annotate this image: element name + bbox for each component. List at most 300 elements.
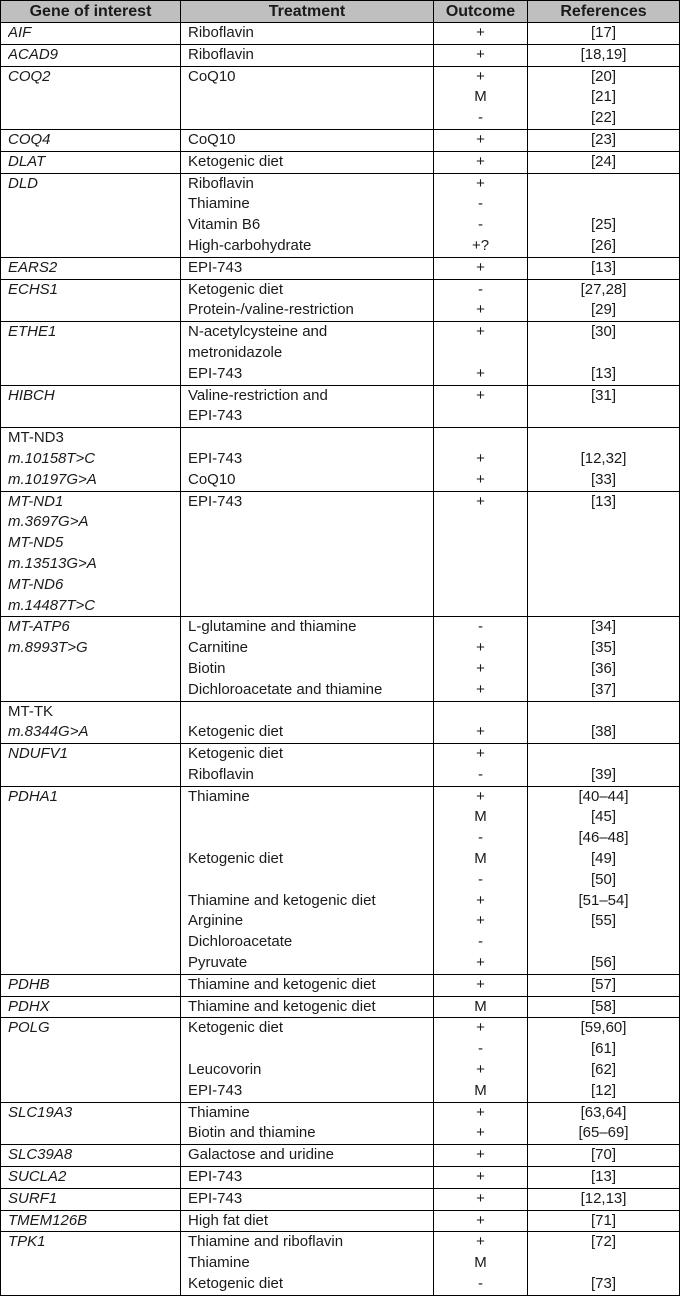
treatment-line <box>188 596 433 617</box>
gene-line: m.8993T>G <box>8 639 88 657</box>
outcome-line: - <box>478 933 483 951</box>
gene-cell <box>1 1232 181 1295</box>
table-row <box>1 996 680 1018</box>
treatment-line: EPI-743 <box>188 449 243 467</box>
outcome-line <box>434 428 527 449</box>
header-outcome: Outcome <box>434 1 528 23</box>
reference-cell <box>528 1232 680 1295</box>
treatment-cell <box>181 1102 434 1145</box>
reference-cell <box>528 701 680 744</box>
treatment-cell <box>181 151 434 173</box>
treatment-cell <box>181 701 434 744</box>
reference-line <box>528 554 679 575</box>
reference-line <box>528 406 679 427</box>
treatment-line <box>188 512 433 533</box>
gene-cell <box>1 1210 181 1232</box>
gene-cell <box>1 1102 181 1145</box>
empty-line <box>8 343 180 364</box>
treatment-line: Thiamine and ketogenic diet <box>188 975 376 993</box>
treatment-cell <box>181 974 434 996</box>
treatment-line: Riboflavin <box>188 45 254 63</box>
reference-line: [13] <box>590 1168 617 1186</box>
reference-cell <box>528 151 680 173</box>
outcome-line: + <box>476 67 485 85</box>
reference-line: [31] <box>590 386 617 404</box>
treatment-line: CoQ10 <box>188 470 236 488</box>
treatment-line: CoQ10 <box>188 67 236 85</box>
treatment-cell <box>181 491 434 617</box>
table-row <box>1 1167 680 1189</box>
gene-line: m.8344G>A <box>8 723 89 741</box>
reference-line: [12] <box>590 1081 617 1099</box>
reference-line <box>528 428 679 449</box>
treatment-line: Ketogenic diet <box>188 1275 284 1293</box>
reference-line: [65–69] <box>578 1124 629 1142</box>
outcome-cell <box>434 1018 528 1102</box>
treatment-line <box>188 1039 433 1060</box>
reference-cell <box>528 1210 680 1232</box>
reference-line: [22] <box>590 109 617 127</box>
treatment-line <box>188 108 433 129</box>
reference-cell <box>528 974 680 996</box>
reference-line: [49] <box>590 850 617 868</box>
reference-line: [25] <box>590 216 617 234</box>
gene-line: MT-ND5 <box>8 534 64 552</box>
outcome-cell <box>434 428 528 491</box>
outcome-cell <box>434 617 528 701</box>
empty-line <box>8 215 180 236</box>
reference-line <box>528 174 679 195</box>
empty-line <box>8 849 180 870</box>
treatment-line <box>188 870 433 891</box>
treatment-line: Thiamine <box>188 787 250 805</box>
reference-line: [23] <box>590 130 617 148</box>
gene-cell <box>1 173 181 257</box>
gene-line: m.10158T>C <box>8 449 96 467</box>
outcome-line: M <box>474 850 487 868</box>
treatment-line: EPI-743 <box>188 364 243 382</box>
outcome-line: - <box>478 829 483 847</box>
reference-cell <box>528 257 680 279</box>
gene-line: MT-TK <box>8 702 53 720</box>
table-row <box>1 1018 680 1102</box>
reference-line: [27,28] <box>580 280 627 298</box>
treatment-cell <box>181 23 434 45</box>
outcome-line <box>434 343 527 364</box>
outcome-line: + <box>476 1019 485 1037</box>
treatment-line: Thiamine and ketogenic diet <box>188 891 376 909</box>
gene-line: MT-ND6 <box>8 575 64 593</box>
reference-line: [46–48] <box>578 829 629 847</box>
reference-line: [17] <box>590 24 617 41</box>
outcome-line: M <box>474 1254 487 1272</box>
treatment-line: Biotin and thiamine <box>188 1124 316 1142</box>
table-row <box>1 1188 680 1210</box>
table-row <box>1 257 680 279</box>
treatment-cell <box>181 257 434 279</box>
reference-cell <box>528 744 680 787</box>
reference-cell <box>528 322 680 385</box>
gene-line: SURF1 <box>8 1189 58 1207</box>
outcome-line: + <box>476 680 485 698</box>
reference-line <box>528 512 679 533</box>
outcome-line <box>434 575 527 596</box>
treatment-line <box>188 428 433 449</box>
gene-cell <box>1 385 181 428</box>
reference-cell <box>528 786 680 974</box>
treatment-cell <box>181 173 434 257</box>
reference-cell <box>528 44 680 66</box>
reference-line: [36] <box>590 659 617 677</box>
reference-line: [72] <box>590 1233 617 1251</box>
outcome-cell <box>434 279 528 322</box>
reference-line: [63,64] <box>580 1103 627 1121</box>
gene-cell <box>1 1018 181 1102</box>
table-row <box>1 1145 680 1167</box>
treatment-line: EPI-743 <box>188 1189 243 1207</box>
treatment-line: L-glutamine and thiamine <box>188 618 357 636</box>
treatment-line: Thiamine <box>188 1254 250 1272</box>
table-row <box>1 322 680 385</box>
outcome-line: +? <box>471 236 490 254</box>
treatment-line: Ketogenic diet <box>188 850 284 868</box>
treatment-cell <box>181 1188 434 1210</box>
reference-line: [51–54] <box>578 891 629 909</box>
empty-line <box>8 1060 180 1081</box>
outcome-cell <box>434 1167 528 1189</box>
reference-line: [12,13] <box>580 1189 627 1207</box>
table-row <box>1 23 680 45</box>
outcome-line: + <box>476 1103 485 1121</box>
outcome-cell <box>434 1188 528 1210</box>
gene-line: SLC19A3 <box>8 1103 73 1121</box>
reference-line: [73] <box>590 1275 617 1293</box>
empty-line <box>8 1253 180 1274</box>
empty-line <box>8 891 180 912</box>
outcome-line <box>434 702 527 723</box>
treatment-cell <box>181 385 434 428</box>
treatment-line: EPI-743 <box>188 258 243 276</box>
reference-line: [71] <box>590 1211 617 1229</box>
empty-line <box>8 194 180 215</box>
reference-line: [13] <box>590 258 617 276</box>
treatment-line: Thiamine and ketogenic diet <box>188 997 376 1015</box>
reference-line: [29] <box>590 301 617 319</box>
treatment-cell <box>181 1232 434 1295</box>
treatment-line: Thiamine and riboflavin <box>188 1233 344 1251</box>
reference-line: [55] <box>590 912 617 930</box>
outcome-cell <box>434 996 528 1018</box>
outcome-line: - <box>478 765 483 783</box>
gene-cell <box>1 257 181 279</box>
outcome-line: + <box>476 449 485 467</box>
outcome-line: + <box>476 787 485 805</box>
outcome-cell <box>434 173 528 257</box>
reference-cell <box>528 1102 680 1145</box>
reference-line: [62] <box>590 1061 617 1079</box>
treatment-line: Dichloroacetate <box>188 933 293 951</box>
outcome-cell <box>434 1232 528 1295</box>
outcome-line: - <box>478 870 483 888</box>
outcome-line: + <box>476 954 485 972</box>
empty-line <box>8 300 180 321</box>
reference-line <box>528 932 679 953</box>
outcome-cell <box>434 1210 528 1232</box>
gene-line: TPK1 <box>8 1233 46 1251</box>
outcome-line: + <box>476 1124 485 1142</box>
outcome-line: + <box>476 975 485 993</box>
gene-cell <box>1 744 181 787</box>
outcome-line: + <box>476 364 485 382</box>
reference-line: [45] <box>590 808 617 826</box>
treatment-line: Ketogenic diet <box>188 280 284 298</box>
reference-cell <box>528 129 680 151</box>
reference-line: [30] <box>590 323 617 341</box>
table-row <box>1 1210 680 1232</box>
outcome-cell <box>434 1102 528 1145</box>
treatment-cell <box>181 786 434 974</box>
table-row <box>1 786 680 974</box>
treatment-cell <box>181 1167 434 1189</box>
gene-cell <box>1 1145 181 1167</box>
reference-cell <box>528 428 680 491</box>
gene-line: EARS2 <box>8 258 58 276</box>
table-row <box>1 428 680 491</box>
gene-line <box>8 680 180 701</box>
outcome-cell <box>434 23 528 45</box>
treatment-cell <box>181 996 434 1018</box>
table-row <box>1 151 680 173</box>
reference-line: [38] <box>590 723 617 741</box>
treatment-line: Carnitine <box>188 639 249 657</box>
outcome-line: + <box>476 152 485 170</box>
gene-cell <box>1 1167 181 1189</box>
outcome-line <box>434 512 527 533</box>
empty-line <box>8 932 180 953</box>
treatment-line: High fat diet <box>188 1211 269 1229</box>
gene-line: ACAD9 <box>8 45 59 63</box>
reference-line: [24] <box>590 152 617 170</box>
reference-line: [57] <box>590 975 617 993</box>
reference-line <box>528 343 679 364</box>
gene-cell <box>1 491 181 617</box>
gene-cell <box>1 1188 181 1210</box>
gene-line: TMEM126B <box>8 1211 88 1229</box>
gene-line: m.10197G>A <box>8 470 97 488</box>
table-row <box>1 701 680 744</box>
table-row <box>1 974 680 996</box>
gene-cell <box>1 151 181 173</box>
table-row <box>1 1102 680 1145</box>
outcome-line: + <box>476 45 485 63</box>
outcome-line: + <box>476 301 485 319</box>
table-row <box>1 44 680 66</box>
treatment-cell <box>181 1210 434 1232</box>
empty-line <box>8 87 180 108</box>
gene-line: MT-ND1 <box>8 492 64 510</box>
outcome-cell <box>434 1145 528 1167</box>
outcome-cell <box>434 322 528 385</box>
treatment-line: Riboflavin <box>188 765 254 783</box>
outcome-line: + <box>476 639 485 657</box>
outcome-line <box>434 533 527 554</box>
treatment-line: Valine-restriction and <box>188 386 328 404</box>
table-row <box>1 1232 680 1295</box>
outcome-line: + <box>476 1233 485 1251</box>
treatment-line: Riboflavin <box>188 24 254 41</box>
treatment-cell <box>181 129 434 151</box>
gene-line: COQ2 <box>8 67 51 85</box>
treatment-cell <box>181 322 434 385</box>
treatment-line: Vitamin B6 <box>188 216 261 234</box>
treatment-cell <box>181 428 434 491</box>
treatment-line: EPI-743 <box>188 1168 243 1186</box>
reference-line: [40–44] <box>578 787 629 805</box>
treatment-cell <box>181 44 434 66</box>
outcome-line: + <box>476 745 485 763</box>
header-gene: Gene of interest <box>1 1 181 23</box>
outcome-cell <box>434 786 528 974</box>
reference-line: [34] <box>590 618 617 636</box>
outcome-line: + <box>476 492 485 510</box>
outcome-line: + <box>476 1189 485 1207</box>
empty-line <box>8 236 180 257</box>
treatment-line <box>188 807 433 828</box>
outcome-cell <box>434 491 528 617</box>
treatment-cell <box>181 66 434 129</box>
reference-cell <box>528 66 680 129</box>
table-row <box>1 744 680 787</box>
outcome-line: + <box>476 659 485 677</box>
gene-cell <box>1 974 181 996</box>
table-row <box>1 385 680 428</box>
treatment-line: Riboflavin <box>188 174 254 192</box>
empty-line <box>8 911 180 932</box>
outcome-line: - <box>478 1040 483 1058</box>
reference-line: [56] <box>590 954 617 972</box>
treatment-line <box>188 87 433 108</box>
gene-cell <box>1 786 181 974</box>
gene-line: AIF <box>8 24 32 41</box>
treatment-line: EPI-743 <box>188 1081 243 1099</box>
outcome-line: - <box>478 109 483 127</box>
outcome-cell <box>434 129 528 151</box>
header-row <box>1 1 680 23</box>
treatment-line: metronidazole <box>188 343 283 361</box>
treatment-line: Pyruvate <box>188 954 248 972</box>
reference-line: [21] <box>590 88 617 106</box>
reference-line <box>528 744 679 765</box>
outcome-line: - <box>478 195 483 213</box>
gene-line: HIBCH <box>8 386 55 404</box>
gene-line: m.3697G>A <box>8 513 89 531</box>
empty-line <box>8 807 180 828</box>
treatment-line: Thiamine <box>188 1103 250 1121</box>
outcome-line: + <box>476 891 485 909</box>
outcome-line: + <box>476 174 485 192</box>
treatment-line <box>188 828 433 849</box>
outcome-line: M <box>474 88 487 106</box>
outcome-line <box>434 406 527 427</box>
treatment-line: Ketogenic diet <box>188 745 284 763</box>
reference-line: [20] <box>590 67 617 85</box>
reference-line: [70] <box>590 1146 617 1164</box>
gene-line: m.13513G>A <box>8 554 97 572</box>
empty-line <box>8 765 180 786</box>
treatment-cell <box>181 1018 434 1102</box>
treatment-line: Ketogenic diet <box>188 152 284 170</box>
reference-line <box>528 702 679 723</box>
empty-line <box>8 870 180 891</box>
reference-line: [33] <box>590 470 617 488</box>
gene-cell <box>1 428 181 491</box>
gene-line <box>8 659 180 680</box>
reference-cell <box>528 617 680 701</box>
outcome-line: + <box>476 1211 485 1229</box>
empty-line <box>8 828 180 849</box>
treatment-line: Biotin <box>188 659 226 677</box>
reference-cell <box>528 173 680 257</box>
treatment-cell <box>181 1145 434 1167</box>
reference-line: [13] <box>590 364 617 382</box>
gene-cell <box>1 129 181 151</box>
reference-line: [37] <box>590 680 617 698</box>
treatment-line <box>188 575 433 596</box>
reference-cell <box>528 385 680 428</box>
reference-line: [59,60] <box>580 1019 627 1037</box>
treatment-line: Thiamine <box>188 195 250 213</box>
gene-line: POLG <box>8 1019 50 1037</box>
reference-cell <box>528 1188 680 1210</box>
outcome-line <box>434 596 527 617</box>
reference-cell <box>528 1145 680 1167</box>
outcome-line: + <box>476 386 485 404</box>
empty-line <box>8 406 180 427</box>
outcome-line: + <box>476 323 485 341</box>
reference-line <box>528 533 679 554</box>
gene-line: NDUFV1 <box>8 745 69 763</box>
outcome-line: + <box>476 1168 485 1186</box>
outcome-cell <box>434 385 528 428</box>
empty-line <box>8 108 180 129</box>
reference-line: [26] <box>590 236 617 254</box>
reference-cell <box>528 996 680 1018</box>
outcome-cell <box>434 151 528 173</box>
treatment-cell <box>181 744 434 787</box>
outcome-line: + <box>476 1061 485 1079</box>
table-row <box>1 279 680 322</box>
treatment-line: Ketogenic diet <box>188 1019 284 1037</box>
empty-line <box>8 1123 180 1144</box>
outcome-cell <box>434 744 528 787</box>
reference-line <box>528 575 679 596</box>
gene-line: PDHA1 <box>8 787 59 805</box>
gene-line: PDHB <box>8 975 50 993</box>
gene-cell <box>1 23 181 45</box>
outcome-line: + <box>476 24 485 41</box>
treatment-line <box>188 702 433 723</box>
reference-cell <box>528 1167 680 1189</box>
outcome-line <box>434 554 527 575</box>
gene-line: m.14487T>C <box>8 596 96 614</box>
gene-cell <box>1 279 181 322</box>
reference-line: [50] <box>590 870 617 888</box>
outcome-line: + <box>476 258 485 276</box>
gene-line: ECHS1 <box>8 280 59 298</box>
empty-line <box>8 1039 180 1060</box>
treatment-line <box>188 554 433 575</box>
reference-line: [35] <box>590 639 617 657</box>
